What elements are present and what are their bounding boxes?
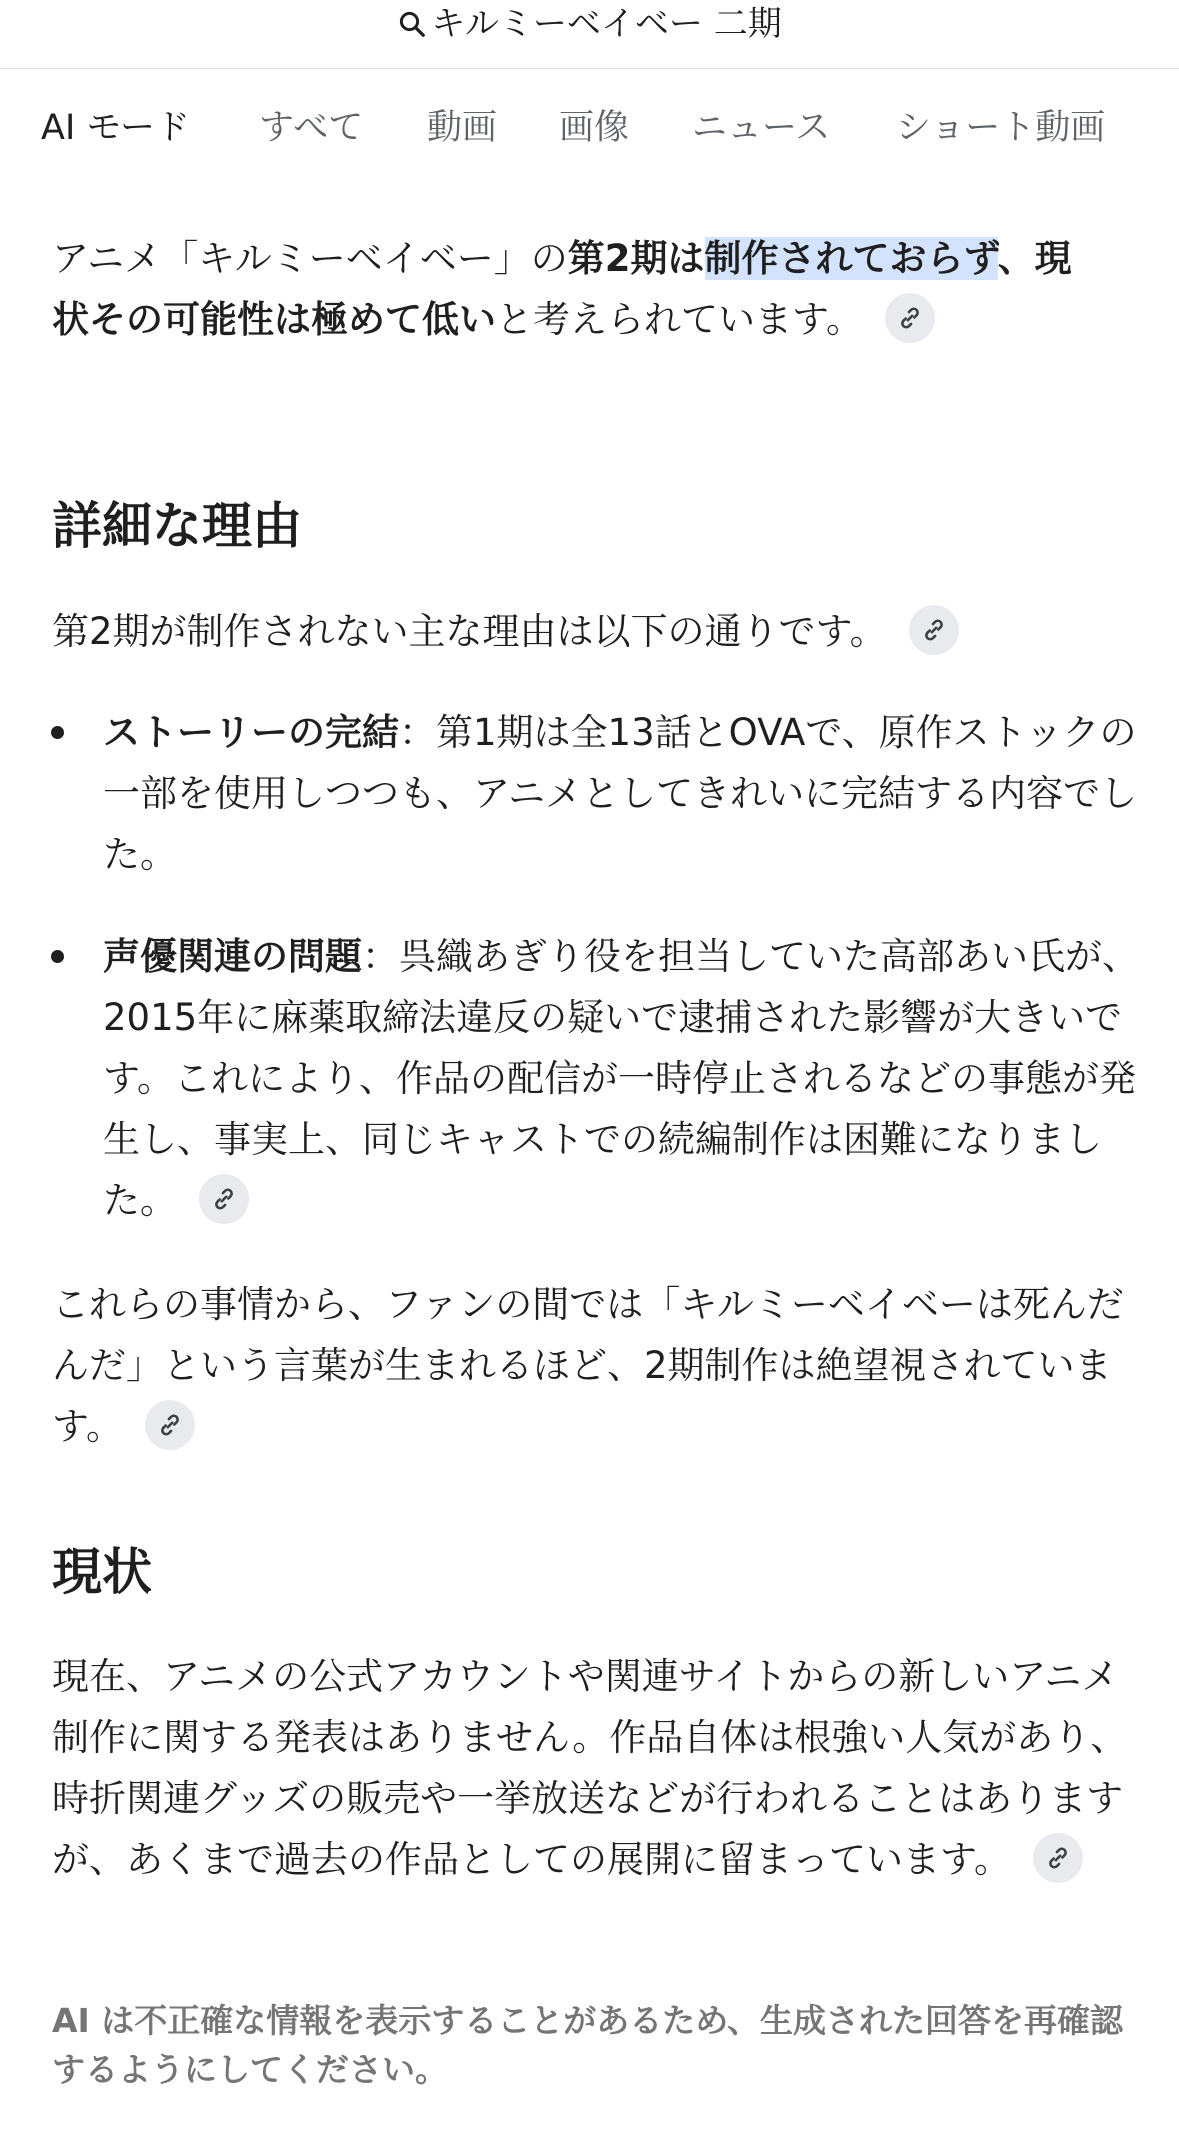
bullet-icon	[51, 726, 64, 739]
tab-news[interactable]: ニュース	[692, 108, 831, 148]
source-link-button[interactable]	[885, 293, 935, 343]
tab-videos[interactable]: 動画	[427, 108, 498, 148]
search-bar[interactable]	[0, 0, 1179, 69]
tab-short-videos[interactable]: ショート動画	[896, 108, 1106, 148]
tab-images[interactable]: 画像	[559, 108, 630, 148]
search-tabs	[0, 96, 1179, 166]
ai-disclaimer: AI は不正確な情報を表示することがあるため、生成された回答を再確認するようにしてください。	[52, 2001, 1123, 2089]
section-lead: 第2期が制作されない主な理由は以下の通りです。	[52, 601, 1132, 662]
section-heading-status: 現状	[52, 1543, 152, 1601]
link-icon	[157, 1412, 183, 1438]
tab-ai-mode[interactable]: AI モード	[41, 108, 190, 148]
link-icon	[897, 305, 923, 331]
highlighted-text: 制作されておらず	[704, 237, 998, 280]
source-link-button[interactable]	[199, 1174, 249, 1224]
link-icon	[1045, 1845, 1071, 1871]
source-link-button[interactable]	[909, 605, 959, 655]
answer-conclusion: これらの事情から、ファンの間では「キルミーベイベーは死んだんだ」という言葉が生まれるほど、2期制作は絶望視されています。	[52, 1283, 1124, 1448]
status-text: 現在、アニメの公式アカウントや関連サイトからの新しいアニメ制作に関する発表はありません。作品自体は根強い人気があり、時折関連グッズの販売や一挙放送などが行われることはありますが、あくまで過去の作品としての展開に留まっています。	[52, 1655, 1128, 1881]
bullet-icon	[51, 950, 64, 963]
tab-all[interactable]: すべて	[259, 108, 364, 148]
answer-intro: アニメ「キルミーベイベー」の第2期は制作されておらず、現状その可能性は極めて低いと考えられています。	[52, 237, 1072, 341]
search-icon	[397, 9, 427, 39]
search-query-text: キルミーベイベー 二期	[431, 4, 782, 44]
source-link-button[interactable]	[1033, 1833, 1083, 1883]
link-icon	[921, 617, 947, 643]
link-icon	[211, 1186, 237, 1212]
section-heading-reasons: 詳細な理由	[52, 497, 302, 555]
source-link-button[interactable]	[145, 1400, 195, 1450]
